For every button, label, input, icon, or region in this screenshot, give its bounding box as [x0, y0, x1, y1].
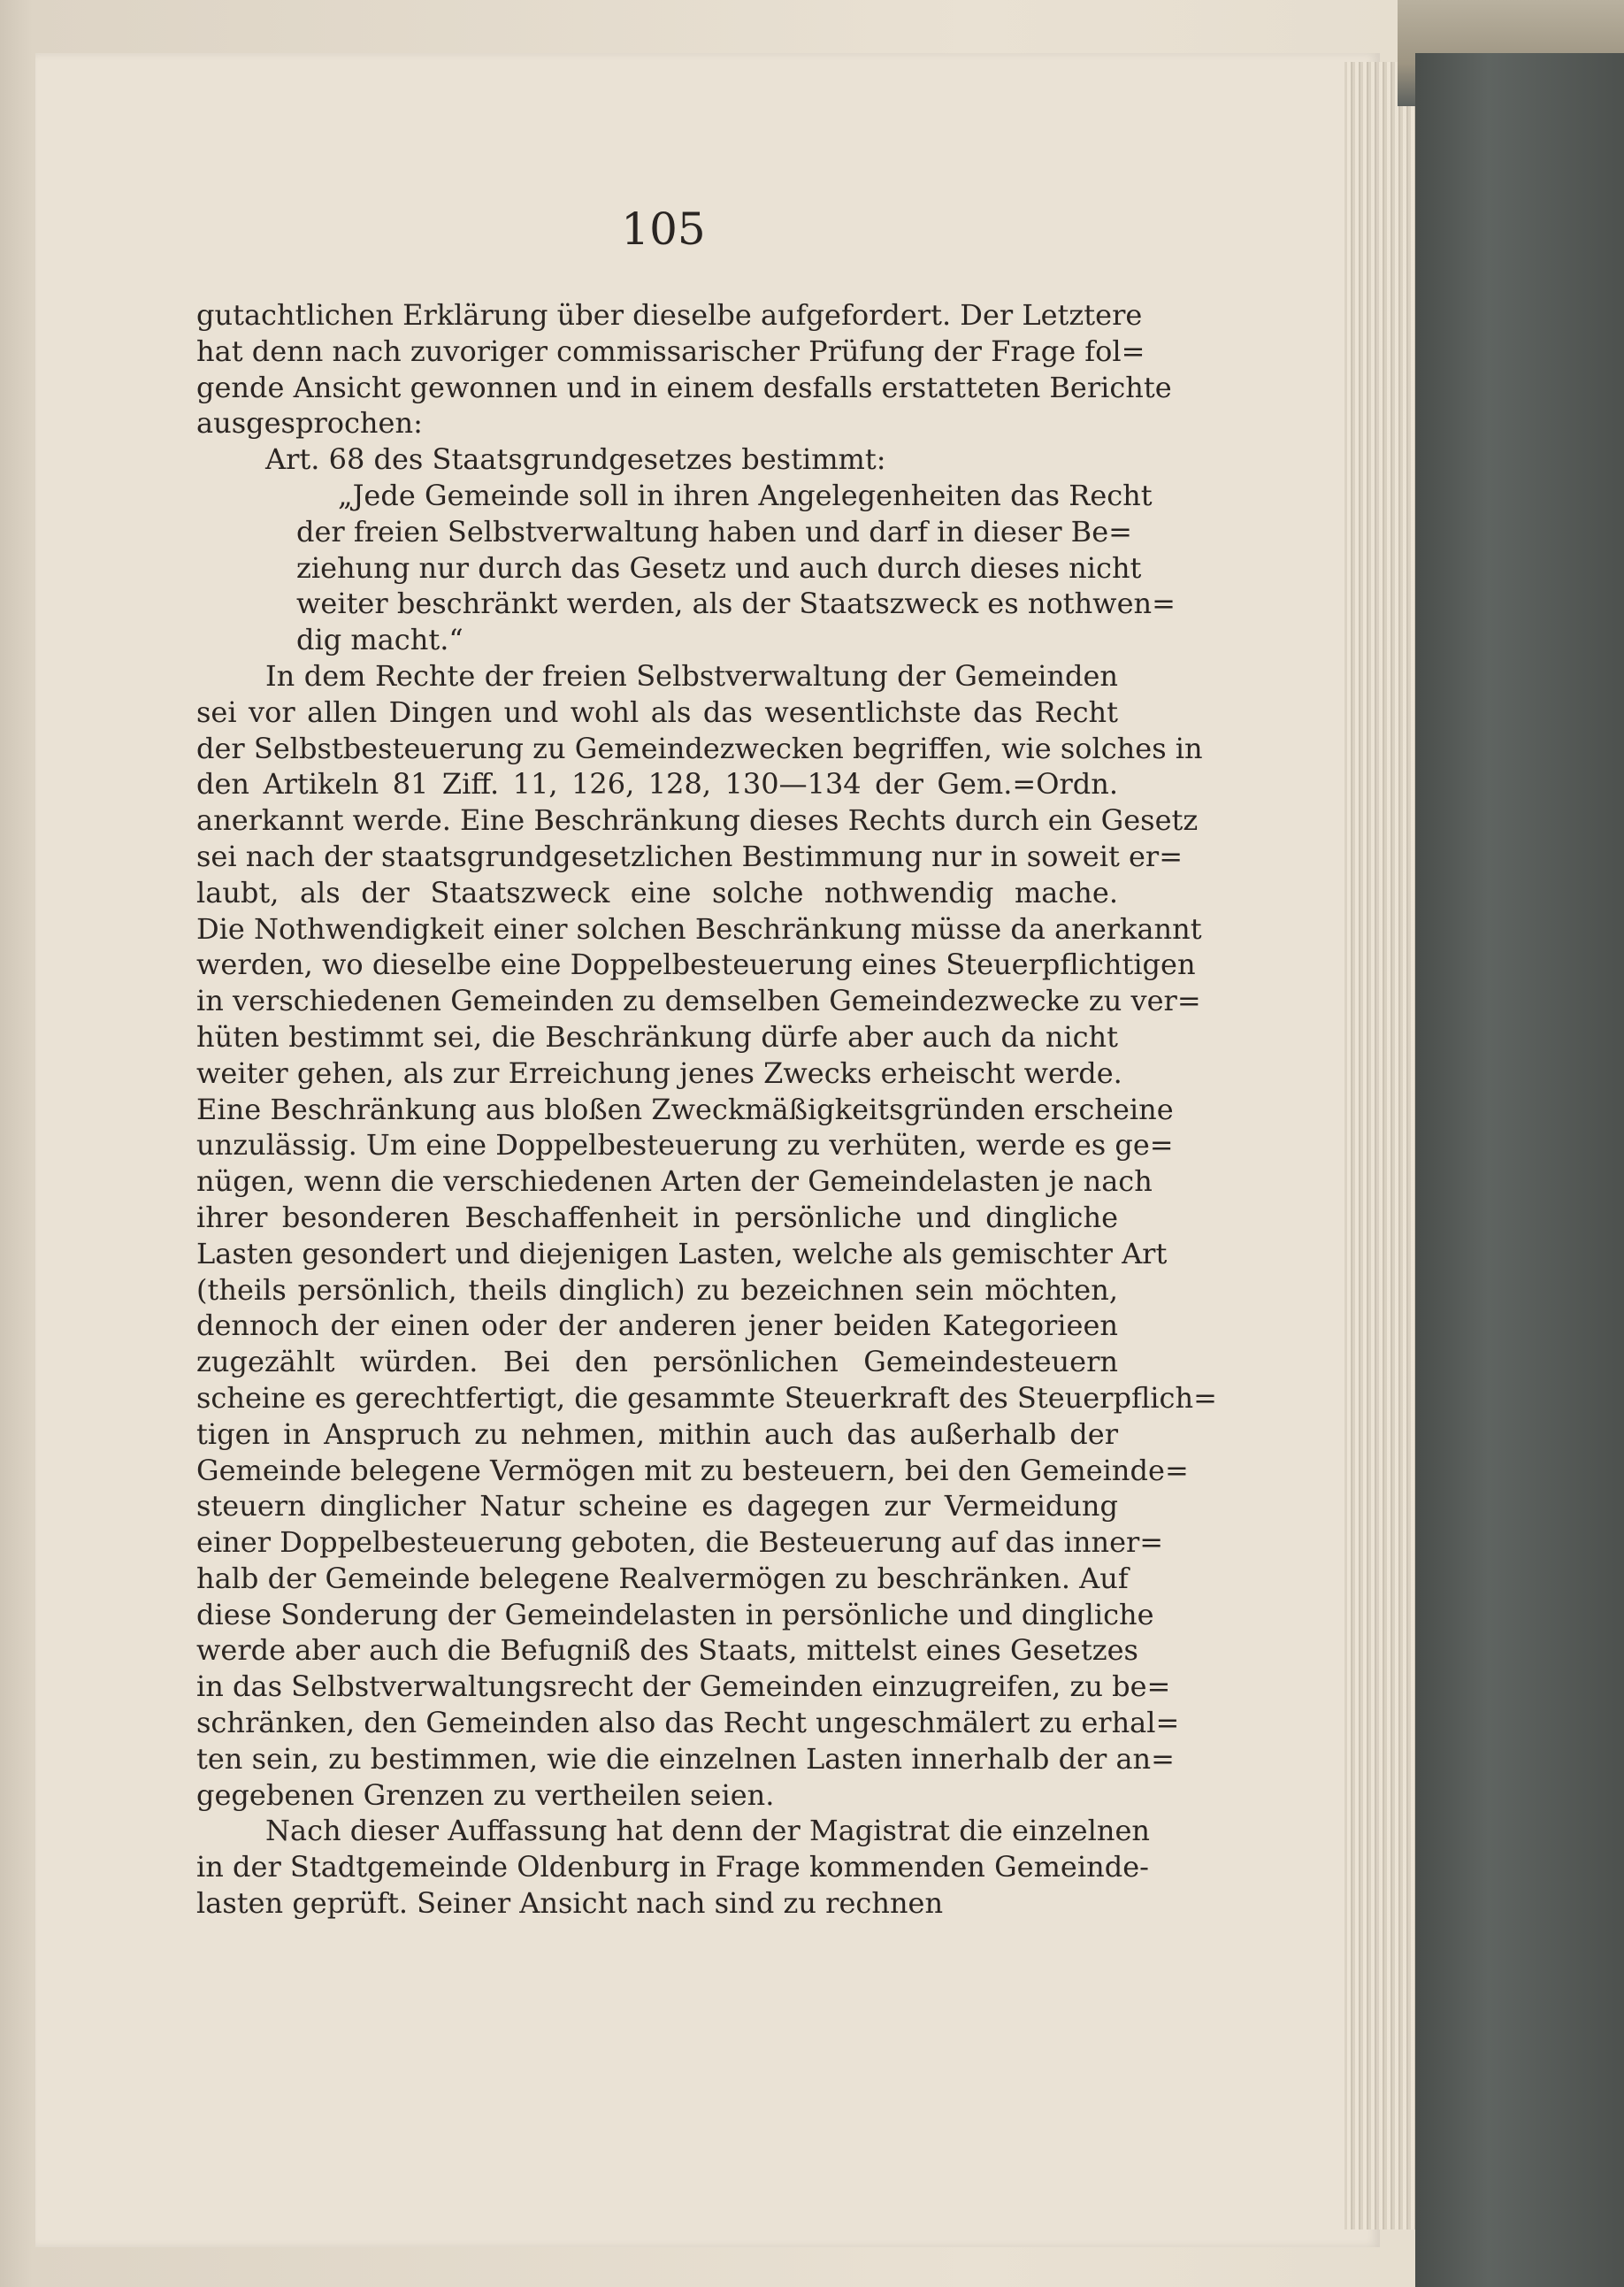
- text-line: steuern dinglicher Natur scheine es dagegen zur Vermeidung: [196, 1489, 1118, 1523]
- text-line: unzulässig. Um eine Doppelbesteuerung zu verhüten, werde es ge=: [196, 1128, 1174, 1163]
- text-line: in verschiedenen Gemeinden zu demselben Gemeindezwecke zu ver=: [196, 984, 1201, 1018]
- text-line: Gemeinde belegene Vermögen mit zu besteuern, bei den Gemeinde=: [196, 1453, 1189, 1487]
- text-line: zugezählt würden. Bei den persönlichen Gemeindesteuern: [196, 1345, 1118, 1379]
- text-line: Nach dieser Auffassung hat denn der Magistrat die einzelnen: [265, 1814, 1150, 1848]
- book-cover: [1415, 53, 1624, 2287]
- text-line: nügen, wenn die verschiedenen Arten der Gemeindelasten je nach: [196, 1164, 1153, 1199]
- text-line: diese Sonderung der Gemeindelasten in persönliche und dingliche: [196, 1597, 1154, 1631]
- text-line: Die Nothwendigkeit einer solchen Beschränkung müsse da anerkannt: [196, 911, 1202, 946]
- text-line: ausgesprochen:: [196, 406, 423, 441]
- text-line: laubt, als der Staatszweck eine solche nothwendig mache.: [196, 875, 1118, 909]
- text-line: tigen in Anspruch zu nehmen, mithin auch das außerhalb der: [196, 1416, 1118, 1451]
- text-line: gende Ansicht gewonnen und in einem desfalls erstatteten Berichte: [196, 370, 1172, 404]
- page-number: 105: [621, 203, 706, 255]
- text-line: den Artikeln 81 Ziff. 11, 126, 128, 130—134 der Gem.=Ordn.: [196, 767, 1118, 802]
- text-line: lasten geprüft. Seiner Ansicht nach sind zu rechnen: [196, 1886, 944, 1921]
- text-line: Eine Beschränkung aus bloßen Zweckmäßigkeitsgründen erscheine: [196, 1092, 1174, 1126]
- text-line: anerkannt werde. Eine Beschränkung dieses Rechts durch ein Gesetz: [196, 803, 1199, 838]
- text-line: schränken, den Gemeinden also das Recht ungeschmälert zu erhal=: [196, 1706, 1180, 1740]
- text-line: ihrer besonderen Beschaffenheit in persönliche und dingliche: [196, 1200, 1118, 1234]
- quote-line: dig macht.“: [296, 623, 463, 657]
- text-line: gutachtlichen Erklärung über dieselbe aufgefordert. Der Letztere: [196, 298, 1143, 332]
- text-line: werde aber auch die Befugniß des Staats, mittelst eines Gesetzes: [196, 1633, 1138, 1668]
- text-line: in das Selbstverwaltungsrecht der Gemeinden einzugreifen, zu be=: [196, 1669, 1171, 1704]
- text-line: sei nach der staatsgrundgesetzlichen Bestimmung nur in soweit er=: [196, 839, 1184, 873]
- quote-line: weiter beschränkt werden, als der Staatszweck es nothwen=: [296, 587, 1176, 621]
- text-line: scheine es gerechtfertigt, die gesammte Steuerkraft des Steuerpflich=: [196, 1380, 1217, 1415]
- text-line: in der Stadtgemeinde Oldenburg in Frage kommenden Gemeinde-: [196, 1850, 1149, 1884]
- text-line: gegebenen Grenzen zu vertheilen seien.: [196, 1777, 775, 1812]
- quote-line: „Jede Gemeinde soll in ihren Angelegenheiten das Recht: [338, 478, 1153, 512]
- text-line: (theils persönlich, theils dinglich) zu bezeichnen sein möchten,: [196, 1272, 1118, 1307]
- text-line: Lasten gesondert und diejenigen Lasten, welche als gemischter Art: [196, 1236, 1168, 1270]
- quote-line: ziehung nur durch das Gesetz und auch durch dieses nicht: [296, 550, 1142, 585]
- text-line: sei vor allen Dingen und wohl als das wesentlichste das Recht: [196, 695, 1118, 729]
- text-line: werden, wo dieselbe eine Doppelbesteuerung eines Steuerpflichtigen: [196, 948, 1196, 982]
- text-line: weiter gehen, als zur Erreichung jenes Zwecks erheischt werde.: [196, 1055, 1122, 1090]
- quote-line: der freien Selbstverwaltung haben und darf in dieser Be=: [296, 514, 1132, 549]
- text-line: Art. 68 des Staatsgrundgesetzes bestimmt:: [265, 442, 886, 477]
- text-line: einer Doppelbesteuerung geboten, die Besteuerung auf das inner=: [196, 1525, 1164, 1560]
- text-line: dennoch der einen oder der anderen jener beiden Kategorieen: [196, 1309, 1118, 1343]
- text-line: hüten bestimmt sei, die Beschränkung dürfe aber auch da nicht: [196, 1019, 1118, 1054]
- text-line: der Selbstbesteuerung zu Gemeindezwecken begriffen, wie solches in: [196, 731, 1203, 765]
- text-line: hat denn nach zuvoriger commissarischer Prüfung der Frage fol=: [196, 334, 1145, 368]
- text-line: halb der Gemeinde belegene Realvermögen zu beschränken. Auf: [196, 1561, 1129, 1595]
- text-line: In dem Rechte der freien Selbstverwaltung der Gemeinden: [265, 658, 1118, 693]
- body-text: [196, 297, 1217, 1922]
- text-line: ten sein, zu bestimmen, wie die einzelnen Lasten innerhalb der an=: [196, 1741, 1175, 1776]
